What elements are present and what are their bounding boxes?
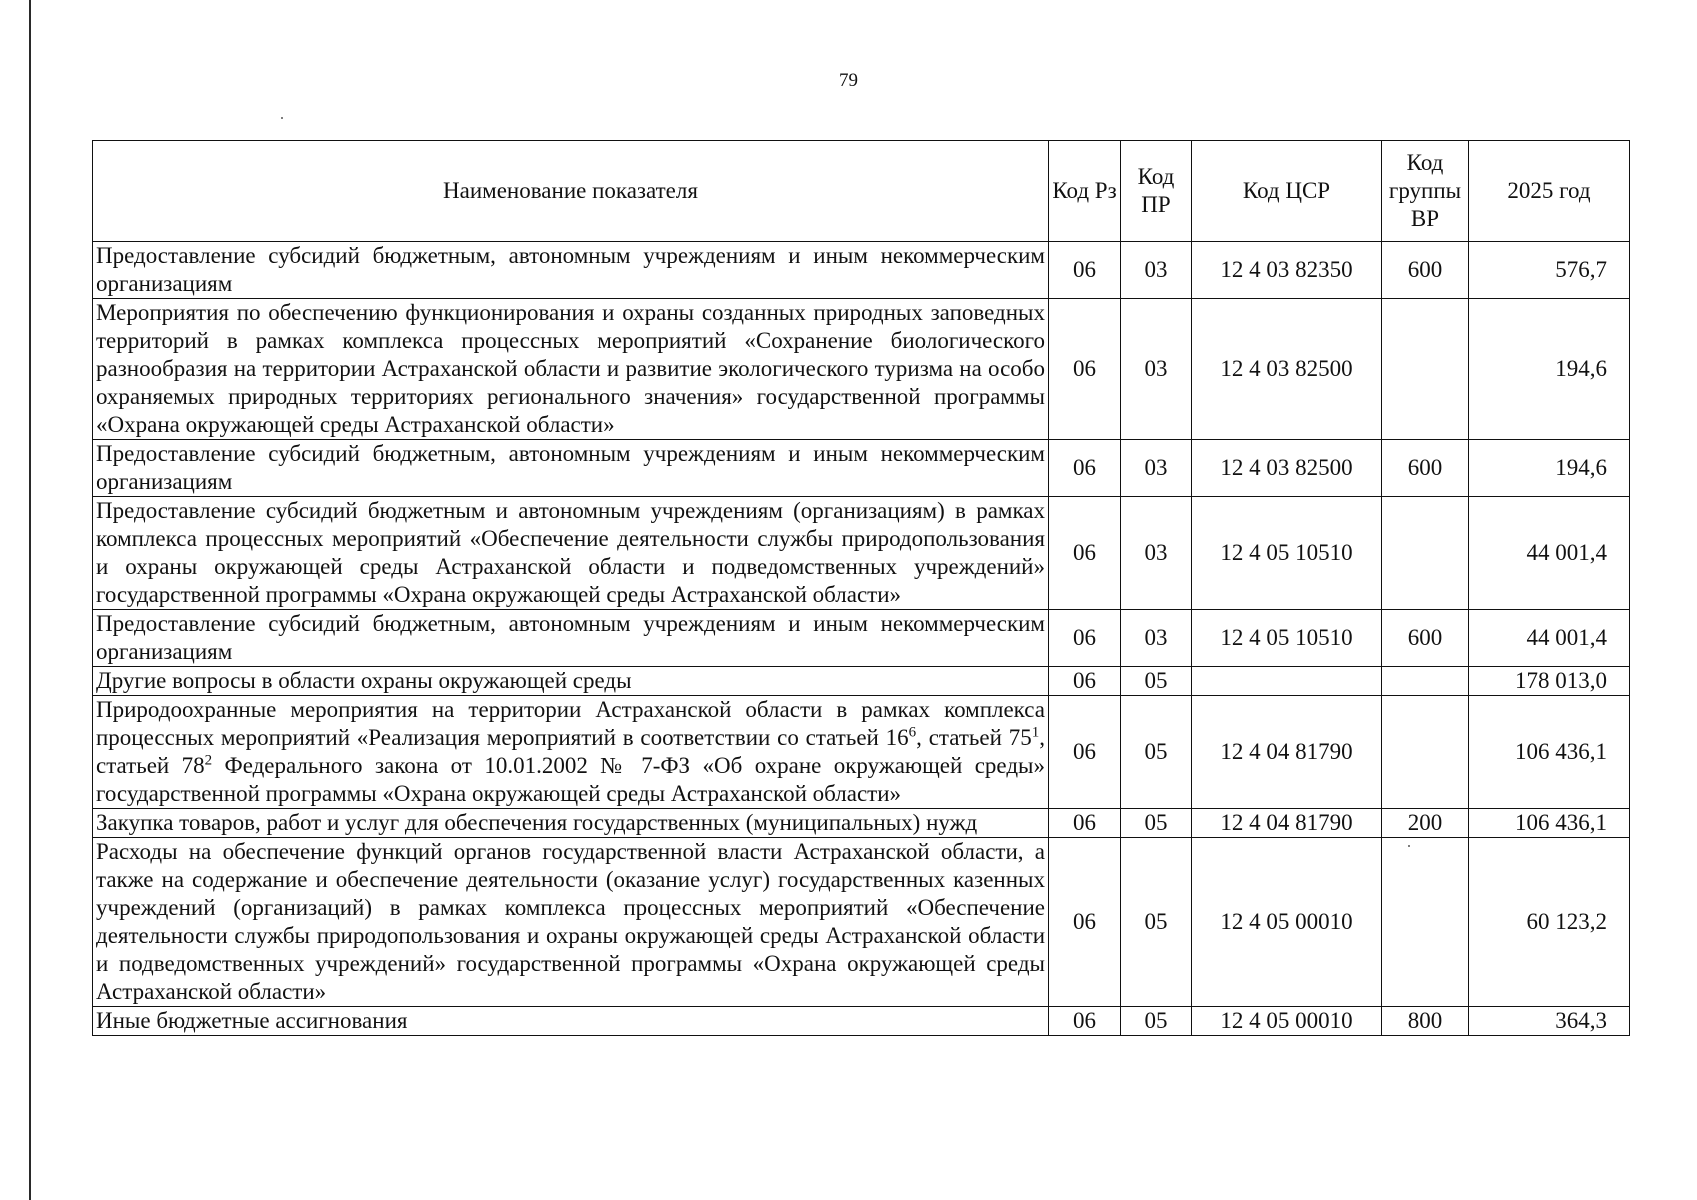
row-name bbox=[93, 696, 1049, 809]
table-row bbox=[93, 696, 1630, 809]
scan-edge-line bbox=[29, 0, 31, 1200]
superscript: 1 bbox=[1031, 724, 1040, 741]
row-rz: 06 bbox=[1049, 610, 1121, 667]
row-vr: 800 bbox=[1382, 1007, 1469, 1036]
row-rz: 06 bbox=[1049, 696, 1121, 809]
row-amount: 106 436,1 bbox=[1469, 809, 1630, 838]
row-amount: 60 123,2 bbox=[1469, 838, 1630, 1007]
row-amount: 576,7 bbox=[1469, 242, 1630, 299]
row-vr bbox=[1382, 696, 1469, 809]
header-pr: Код ПР bbox=[1121, 141, 1192, 242]
row-name: Предоставление субсидий бюджетным, автономным учреждениям и иным некоммерческим организациям bbox=[93, 242, 1049, 299]
row-name-part: Природоохранные мероприятия на территории Астраханской области в рамках комплекса процессных мероприятий «Реализация мероприятий в соответствии со статьей 16 bbox=[96, 697, 1045, 750]
row-rz: 06 bbox=[1049, 1007, 1121, 1036]
row-vr bbox=[1382, 838, 1469, 1007]
row-name: Расходы на обеспечение функций органов государственной власти Астраханской области, а также на содержание и обеспечение деятельности (оказание услуг) государственных казенных учреждений (организаций) в рамках комплекса процессных мероприятий «Обеспечение деятельности службы природопользования и охраны окружающей среды Астраханской области и подведомственных учреждений» государственной программы «Охрана окружающей среды Астраханской области» bbox=[93, 838, 1049, 1007]
row-pr: 05 bbox=[1121, 667, 1192, 696]
row-name: Закупка товаров, работ и услуг для обеспечения государственных (муниципальных) нужд bbox=[93, 809, 1049, 838]
row-rz: 06 bbox=[1049, 667, 1121, 696]
row-amount: 178 013,0 bbox=[1469, 667, 1630, 696]
row-name: Мероприятия по обеспечению функционирования и охраны созданных природных заповедных территорий в рамках комплекса процессных мероприятий «Сохранение биологического разнообразия на территории Астраханской области и развитие экологического туризма на особо охраняемых природных территориях регионального значения» государственной программы «Охрана окружающей среды Астраханской области» bbox=[93, 299, 1049, 440]
row-csr bbox=[1192, 667, 1382, 696]
row-name: Предоставление субсидий бюджетным, автономным учреждениям и иным некоммерческим организациям bbox=[93, 610, 1049, 667]
page-number: 79 bbox=[839, 70, 858, 91]
table-header-row bbox=[93, 141, 1630, 242]
row-rz: 06 bbox=[1049, 440, 1121, 497]
budget-table bbox=[92, 140, 1630, 1036]
table-row bbox=[93, 497, 1630, 610]
row-pr: 03 bbox=[1121, 299, 1192, 440]
row-csr: 12 4 04 81790 bbox=[1192, 809, 1382, 838]
row-pr: 03 bbox=[1121, 497, 1192, 610]
row-csr: 12 4 05 00010 bbox=[1192, 1007, 1382, 1036]
row-csr: 12 4 03 82500 bbox=[1192, 440, 1382, 497]
table-row bbox=[93, 1007, 1630, 1036]
superscript: 2 bbox=[204, 752, 213, 769]
row-rz: 06 bbox=[1049, 242, 1121, 299]
superscript: 6 bbox=[908, 724, 917, 741]
row-pr: 05 bbox=[1121, 696, 1192, 809]
header-name: Наименование показателя bbox=[93, 141, 1049, 242]
row-rz: 06 bbox=[1049, 299, 1121, 440]
row-amount: 364,3 bbox=[1469, 1007, 1630, 1036]
row-amount: 44 001,4 bbox=[1469, 610, 1630, 667]
table-row bbox=[93, 667, 1630, 696]
header-rz: Код Рз bbox=[1049, 141, 1121, 242]
row-csr: 12 4 05 00010 bbox=[1192, 838, 1382, 1007]
row-vr bbox=[1382, 299, 1469, 440]
row-amount: 194,6 bbox=[1469, 440, 1630, 497]
row-rz: 06 bbox=[1049, 838, 1121, 1007]
row-vr: 600 bbox=[1382, 242, 1469, 299]
row-vr: 200 bbox=[1382, 809, 1469, 838]
row-amount: 194,6 bbox=[1469, 299, 1630, 440]
row-name: Предоставление субсидий бюджетным и автономным учреждениям (организациям) в рамках комплекса процессных мероприятий «Обеспечение деятельности службы природопользования и охраны окружающей среды Астраханской области и подведомственных учреждений» государственной программы «Охрана окружающей среды Астраханской области» bbox=[93, 497, 1049, 610]
row-pr: 03 bbox=[1121, 610, 1192, 667]
row-rz: 06 bbox=[1049, 809, 1121, 838]
row-amount: 44 001,4 bbox=[1469, 497, 1630, 610]
row-name: Другие вопросы в области охраны окружающей среды bbox=[93, 667, 1049, 696]
row-name: Иные бюджетные ассигнования bbox=[93, 1007, 1049, 1036]
header-vr: Код группы ВР bbox=[1382, 141, 1469, 242]
table-row bbox=[93, 242, 1630, 299]
scan-speck bbox=[281, 117, 283, 119]
table-row bbox=[93, 299, 1630, 440]
row-rz: 06 bbox=[1049, 497, 1121, 610]
row-csr: 12 4 05 10510 bbox=[1192, 610, 1382, 667]
table-row bbox=[93, 440, 1630, 497]
row-csr: 12 4 04 81790 bbox=[1192, 696, 1382, 809]
row-name: Предоставление субсидий бюджетным, автономным учреждениям и иным некоммерческим организациям bbox=[93, 440, 1049, 497]
row-vr: 600 bbox=[1382, 610, 1469, 667]
table-row bbox=[93, 610, 1630, 667]
row-pr: 05 bbox=[1121, 838, 1192, 1007]
row-vr bbox=[1382, 667, 1469, 696]
table-row bbox=[93, 809, 1630, 838]
row-pr: 05 bbox=[1121, 1007, 1192, 1036]
row-pr: 03 bbox=[1121, 242, 1192, 299]
row-name-part: , статьей 78 bbox=[96, 725, 1045, 778]
row-csr: 12 4 05 10510 bbox=[1192, 497, 1382, 610]
row-csr: 12 4 03 82350 bbox=[1192, 242, 1382, 299]
row-name-part: , статьей 75 bbox=[916, 725, 1032, 750]
row-pr: 03 bbox=[1121, 440, 1192, 497]
row-amount: 106 436,1 bbox=[1469, 696, 1630, 809]
row-csr: 12 4 03 82500 bbox=[1192, 299, 1382, 440]
header-csr: Код ЦСР bbox=[1192, 141, 1382, 242]
row-name-part: Федерального закона от 10.01.2002 № 7-ФЗ «Об охране окружающей среды» государственной программы «Охрана окружающей среды Астраханской области» bbox=[96, 753, 1045, 806]
header-year: 2025 год bbox=[1469, 141, 1630, 242]
table-row bbox=[93, 838, 1630, 1007]
row-vr: 600 bbox=[1382, 440, 1469, 497]
row-vr bbox=[1382, 497, 1469, 610]
row-pr: 05 bbox=[1121, 809, 1192, 838]
